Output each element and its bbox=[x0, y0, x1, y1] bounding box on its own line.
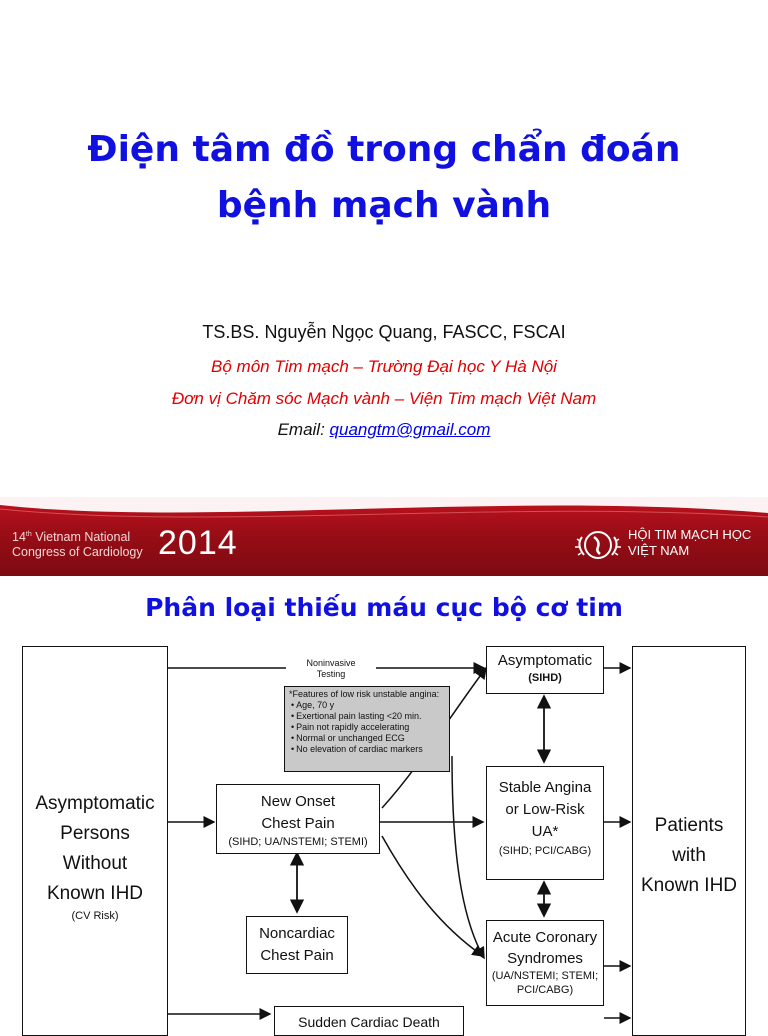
box-subtitle: (SIHD) bbox=[528, 672, 562, 684]
new-onset-chest-pain-box bbox=[216, 784, 380, 854]
list-item: • Age, 70 y bbox=[299, 700, 445, 711]
email-line bbox=[0, 420, 768, 440]
features-header: *Features of low risk unstable angina: bbox=[289, 689, 440, 699]
box-line: UA* bbox=[531, 823, 559, 840]
affiliation-university: Bộ môn Tim mạch – Trường Đại học Y Hà Nội bbox=[211, 357, 557, 376]
congress-year: 2014 bbox=[158, 524, 238, 562]
box-line: Syndromes bbox=[507, 950, 583, 967]
box-line: New Onset bbox=[260, 793, 336, 810]
features-list bbox=[289, 700, 445, 755]
author-name: TS.BS. Nguyễn Ngọc Quang, FASCC, FSCAI bbox=[202, 322, 566, 342]
affiliation-institute: Đơn vị Chăm sóc Mạch vành – Viện Tim mạch Việt Nam bbox=[171, 389, 597, 408]
slide-title-line: bệnh mạch vành bbox=[216, 185, 552, 226]
box-subtitle: (UA/NSTEMI; STEMI; bbox=[491, 970, 599, 982]
society-line-2: VIỆT NAM bbox=[628, 543, 690, 558]
congress-number: 14 bbox=[12, 530, 26, 545]
congress-name bbox=[12, 527, 143, 560]
society-line-1: HỘI TIM MẠCH HỌC bbox=[628, 527, 752, 542]
sudden-cardiac-death-box bbox=[274, 1006, 464, 1036]
box-line: Without bbox=[62, 853, 128, 874]
patients-known-ihd-box bbox=[632, 646, 746, 1036]
asymptomatic-persons-box bbox=[22, 646, 168, 1036]
box-subtitle: PCI/CABG) bbox=[516, 984, 574, 996]
asymptomatic-sihd-box bbox=[486, 646, 604, 694]
box-line: Noncardiac bbox=[259, 925, 335, 942]
testing-line: Noninvasive bbox=[306, 658, 356, 668]
list-item: • No elevation of cardiac markers bbox=[299, 744, 445, 755]
congress-line-2: Congress of Cardiology bbox=[12, 545, 143, 560]
box-line: with bbox=[672, 845, 706, 866]
box-line: Known IHD bbox=[46, 883, 144, 904]
testing-line: Testing bbox=[316, 669, 346, 679]
box-line: Chest Pain bbox=[261, 815, 335, 832]
classification-title: Phân loại thiếu máu cục bộ cơ tim bbox=[145, 593, 623, 622]
stable-angina-box bbox=[486, 766, 604, 880]
society-logo-icon bbox=[574, 527, 622, 563]
box-line: Asymptomatic bbox=[35, 793, 155, 814]
arrow-features-to-acs bbox=[452, 756, 484, 958]
box-line: or Low-Risk bbox=[505, 801, 585, 818]
box-subtitle: (CV Risk) bbox=[71, 910, 119, 922]
box-subtitle: (SIHD; PCI/CABG) bbox=[498, 845, 592, 857]
box-line: Stable Angina bbox=[498, 779, 592, 796]
noninvasive-testing-label bbox=[286, 658, 376, 680]
slide-title-line: Điện tâm đồ trong chẩn đoán bbox=[87, 129, 681, 170]
arrow-new-onset-to-acs bbox=[382, 836, 483, 956]
congress-ordinal: th bbox=[25, 531, 32, 538]
box-line: Acute Coronary bbox=[492, 929, 598, 946]
slide-separator bbox=[0, 576, 768, 586]
acute-coronary-syndromes-box bbox=[486, 920, 604, 1006]
list-item: • Normal or unchanged ECG bbox=[299, 733, 445, 744]
congress-line-1: Vietnam National bbox=[31, 530, 131, 545]
low-risk-features-box bbox=[284, 686, 450, 772]
box-line: Known IHD bbox=[640, 875, 738, 896]
box-line: Persons bbox=[60, 823, 130, 844]
box-line: Chest Pain bbox=[260, 947, 334, 964]
box-line: Sudden Cardiac Death bbox=[298, 1014, 440, 1030]
box-line: Asymptomatic bbox=[497, 652, 593, 669]
box-line: Patients bbox=[654, 815, 724, 836]
email-link[interactable]: quangtm@gmail.com bbox=[329, 420, 491, 439]
congress-banner bbox=[0, 497, 768, 576]
box-subtitle: (SIHD; UA/NSTEMI; STEMI) bbox=[228, 836, 368, 848]
society-name bbox=[628, 527, 751, 559]
list-item: • Pain not rapidly accelerating bbox=[299, 722, 445, 733]
slide-title bbox=[0, 122, 768, 234]
noncardiac-chest-pain-box bbox=[246, 916, 348, 974]
classification-slide bbox=[0, 586, 768, 1030]
email-label: Email: bbox=[277, 420, 330, 439]
list-item: • Exertional pain lasting <20 min. bbox=[299, 711, 445, 722]
